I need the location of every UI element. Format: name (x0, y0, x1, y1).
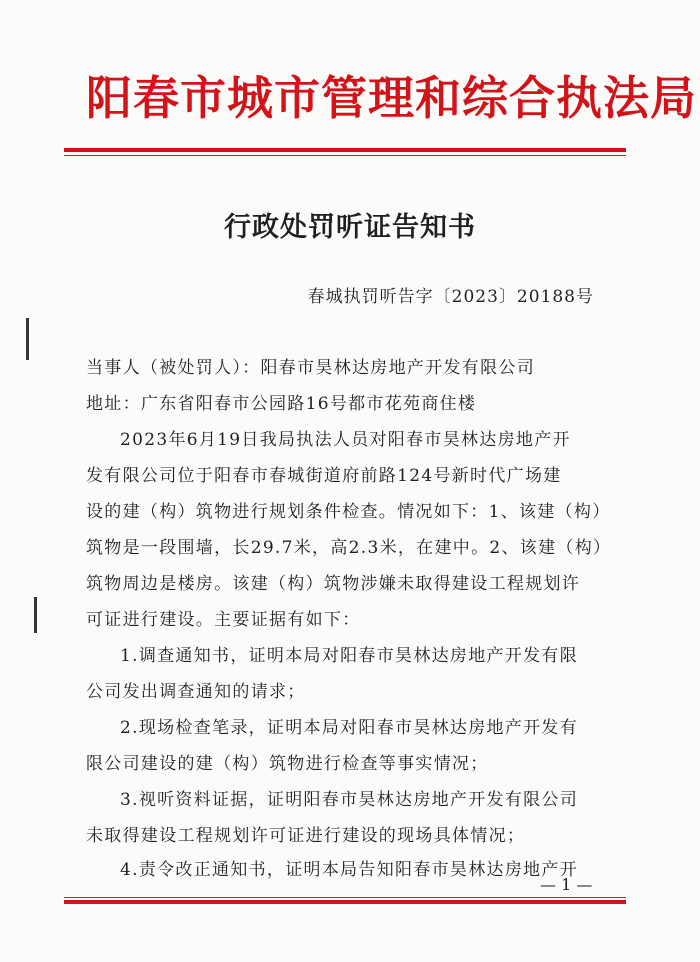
header-rule-thick (64, 148, 626, 152)
document-number: 春城执罚听告字〔2023〕20188号 (307, 287, 594, 307)
body-line: 2023年6月19日我局执法人员对阳春市昊林达房地产开 (120, 430, 571, 450)
binding-mark (26, 318, 29, 360)
party-name-line: 当事人（被处罚人）：阳春市昊林达房地产开发有限公司 (86, 358, 535, 378)
body-line: 4.责令改正通知书，证明本局告知阳春市昊林达房地产开 (120, 860, 579, 880)
body-line: 1.调查通知书，证明本局对阳春市昊林达房地产开发有限 (120, 646, 579, 666)
body-line: 发有限公司位于阳春市春城街道府前路124号新时代广场建 (86, 466, 562, 486)
body-line: 2.现场检查笔录，证明本局对阳春市昊林达房地产开发有 (120, 718, 579, 738)
body-line: 未取得建设工程规划许可证进行建设的现场具体情况； (86, 826, 526, 846)
body-line: 筑物周边是楼房。该建（构）筑物涉嫌未取得建设工程规划许 (86, 574, 581, 594)
agency-title: 阳春市城市管理和综合执法局 (86, 71, 697, 125)
footer-rule-thick (64, 900, 626, 904)
body-line: 筑物是一段围墙，长29.7米，高2.3米，在建中。2、该建（构） (86, 538, 612, 558)
header-rule-thin (64, 155, 626, 156)
body-line: 3.视听资料证据，证明阳春市昊林达房地产开发有限公司 (120, 790, 579, 810)
footer-rule-thin (64, 897, 626, 898)
document-title: 行政处罚听证告知书 (224, 212, 476, 243)
body-line: 可证进行建设。主要证据有如下： (86, 610, 361, 630)
body-line: 限公司建设的建（构）筑物进行检查等事实情况； (86, 754, 489, 774)
body-line: 公司发出调查通知的请求； (86, 682, 306, 702)
body-line: 设的建（构）筑物进行规划条件检查。情况如下：1、该建（构） (86, 502, 611, 522)
binding-mark (34, 597, 37, 633)
party-address-line: 地址：广东省阳春市公园路16号都市花苑商住楼 (86, 394, 477, 414)
page-number: — 1 — (540, 875, 593, 894)
